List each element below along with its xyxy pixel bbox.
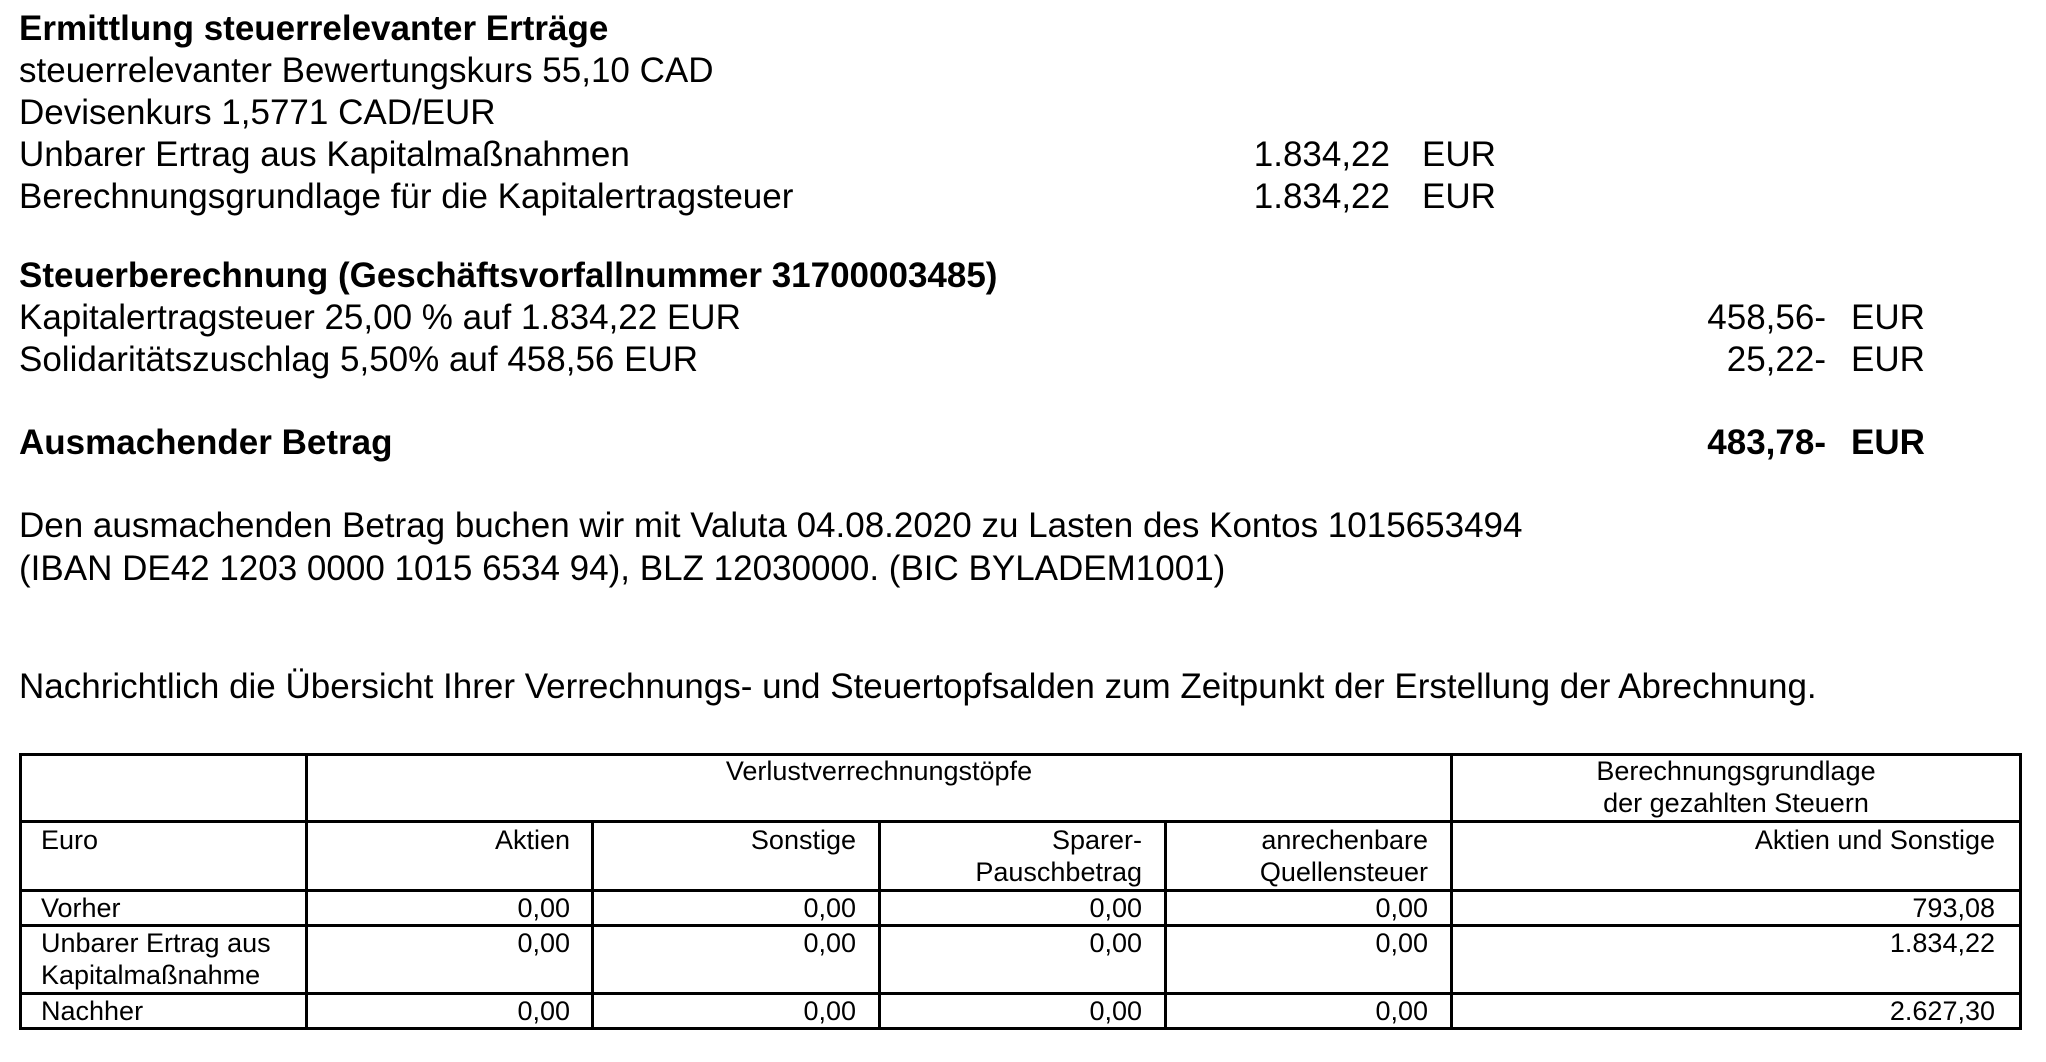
col-header-sonstige: Sonstige [750, 825, 856, 855]
table-row-nachher-sonstige: 0,00 [803, 996, 856, 1026]
unbarer-ertrag-label: Unbarer Ertrag aus Kapitalmaßnahmen [19, 135, 630, 174]
header-berechnungsgrundlage-2: der gezahlten Steuern [1603, 788, 1869, 818]
col-header-aktien-und-sonstige: Aktien und Sonstige [1754, 825, 1995, 855]
table-row-unbarer-basis: 1.834,22 [1889, 928, 1995, 958]
booking-line-1: Den ausmachenden Betrag buchen wir mit Valuta 04.08.2020 zu Lasten des Kontos 1015653494 [19, 506, 1523, 545]
table-row-vorher-basis: 793,08 [1912, 893, 1995, 923]
table-row-unbarer-label-2: Kapitalmaßnahme [41, 960, 261, 990]
notice-text: Nachrichtlich die Übersicht Ihrer Verrechnungs- und Steuertopfsalden zum Zeitpunkt der Erstellung der Abrechnung. [19, 667, 1817, 706]
table-row-unbarer-sonstige: 0,00 [803, 928, 856, 958]
berechnungsgrundlage-currency: EUR [1422, 177, 1496, 216]
kapitalertragsteuer-label: Kapitalertragsteuer 25,00 % auf 1.834,22 EUR [19, 298, 741, 337]
table-row-vorher-sparer: 0,00 [1089, 893, 1142, 923]
kapitalertragsteuer-amount: 458,56- [1707, 298, 1826, 337]
total-label: Ausmachender Betrag [19, 423, 393, 462]
table-row-nachher-basis: 2.627,30 [1889, 996, 1995, 1026]
col-header-sparer-2: Pauschbetrag [975, 857, 1142, 887]
table-row-unbarer-quellensteuer: 0,00 [1375, 928, 1428, 958]
table-rule-header [19, 820, 2022, 823]
header-berechnungsgrundlage-1: Berechnungsgrundlage [1596, 756, 1876, 786]
table-row-unbarer-sparer: 0,00 [1089, 928, 1142, 958]
berechnungsgrundlage-amount: 1.834,22 [1253, 177, 1390, 216]
table-row-nachher-sparer: 0,00 [1089, 996, 1142, 1026]
unbarer-ertrag-currency: EUR [1422, 135, 1496, 174]
berechnungsgrundlage-label: Berechnungsgrundlage für die Kapitalertragsteuer [19, 177, 794, 216]
soli-label: Solidaritätszuschlag 5,50% auf 458,56 EUR [19, 340, 699, 379]
section-title-ertraege: Ermittlung steuerrelevanter Erträge [19, 9, 609, 48]
section-title-steuerberechnung: Steuerberechnung (Geschäftsvorfallnummer 31700003485) [19, 256, 998, 295]
table-row-vorher-label: Vorher [41, 893, 121, 923]
table-row-unbarer-aktien: 0,00 [517, 928, 570, 958]
soli-currency: EUR [1851, 340, 1925, 379]
table-row-unbarer-label-1: Unbarer Ertrag aus [41, 928, 271, 958]
col-header-quellensteuer-1: anrechenbare [1261, 825, 1428, 855]
table-row-nachher-aktien: 0,00 [517, 996, 570, 1026]
total-amount: 483,78- [1707, 423, 1826, 462]
table-border-left [19, 753, 22, 1030]
table-row-nachher-label: Nachher [41, 996, 144, 1026]
col-header-sparer-1: Sparer- [1051, 825, 1142, 855]
total-currency: EUR [1851, 423, 1925, 462]
col-header-quellensteuer-2: Quellensteuer [1259, 857, 1428, 887]
booking-line-2: (IBAN DE42 1203 0000 1015 6534 94), BLZ 12030000. (BIC BYLADEM1001) [19, 549, 1226, 588]
balance-table [19, 753, 2022, 1030]
table-row-nachher-quellensteuer: 0,00 [1375, 996, 1428, 1026]
header-verlustverrechnungstoepfe: Verlustverrechnungstöpfe [725, 756, 1033, 786]
col-header-aktien: Aktien [494, 825, 570, 855]
unbarer-ertrag-amount: 1.834,22 [1253, 135, 1390, 174]
valuation-rate-line: steuerrelevanter Bewertungskurs 55,10 CAD [19, 51, 714, 90]
table-row-vorher-sonstige: 0,00 [803, 893, 856, 923]
table-border-right [2019, 753, 2022, 1030]
soli-amount: 25,22- [1726, 340, 1826, 379]
col-header-euro: Euro [41, 825, 99, 855]
exchange-rate-line: Devisenkurs 1,5771 CAD/EUR [19, 93, 496, 132]
kapitalertragsteuer-currency: EUR [1851, 298, 1925, 337]
table-row-vorher-quellensteuer: 0,00 [1375, 893, 1428, 923]
table-border-bottom [19, 1027, 2022, 1030]
table-row-vorher-aktien: 0,00 [517, 893, 570, 923]
